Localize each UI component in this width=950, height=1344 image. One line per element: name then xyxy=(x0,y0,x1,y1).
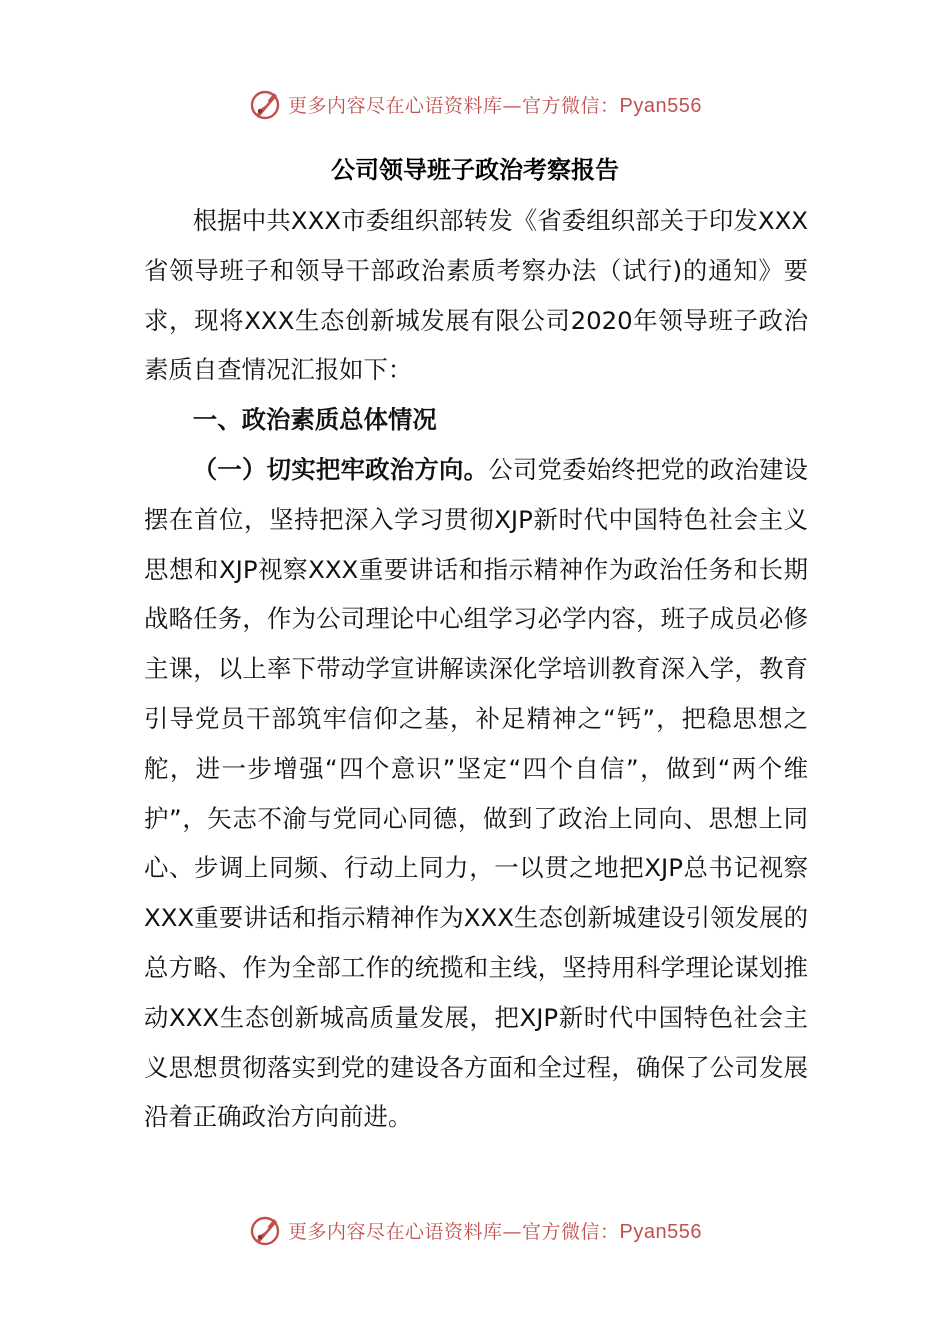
watermark-header xyxy=(0,84,950,124)
subsection-lead: （一）切实把牢政治方向。 xyxy=(192,454,489,484)
watermark-handle: Pyan556 xyxy=(619,1220,702,1243)
document-body xyxy=(144,196,808,1142)
subsection-body: 公司党委始终把党的政治建设摆在首位，坚持把深入学习贯彻XJP新时代中国特色社会主义思想和XJP视察XXX重要讲话和指示精神作为政治任务和长期战略任务，作为公司理论中心组学习必学内容，班子成员必修主课，以上率下带动学宣讲解读深化学培训教育深入学，教育引导党员干部筑牢信仰之基，补足精神之“钙”，把稳思想之舵，进一步增强“四个意识”坚定“四个自信”，做到“两个维护”，矢志不渝与党同心同德，做到了政治上同向、思想上同心、步调上同频、行动上同力，一以贯之地把XJP总书记视察XXX重要讲话和指示精神作为XXX生态创新城建设引领发展的总方略、作为全部工作的统揽和主线，坚持用科学理论谋划推动XXX生态创新城高质量发展，把XJP新时代中国特色社会主义思想贯彻落实到党的建设各方面和全过程，确保了公司发展沿着正确政治方向前进。 xyxy=(144,454,808,1132)
document-title: 公司领导班子政治考察报告 xyxy=(331,156,619,184)
intro-paragraph: 根据中共XXX市委组织部转发《省委组织部关于印发XXX省领导班子和领导干部政治素质考察办法（试行)的通知》要求，现将XXX生态创新城发展有限公司2020年领导班子政治素质自查情况汇报如下： xyxy=(144,206,808,385)
quill-logo-icon xyxy=(248,87,282,121)
watermark-handle: Pyan556 xyxy=(619,94,702,117)
section-heading: 一、政治素质总体情况 xyxy=(192,405,437,435)
watermark-text: 更多内容尽在心语资料库—官方微信：Pyan556 xyxy=(288,1220,702,1243)
section-paragraph xyxy=(144,445,808,1142)
watermark-text: 更多内容尽在心语资料库—官方微信：Pyan556 xyxy=(288,94,702,117)
watermark-footer xyxy=(0,1210,950,1250)
quill-logo-icon xyxy=(248,1213,282,1247)
